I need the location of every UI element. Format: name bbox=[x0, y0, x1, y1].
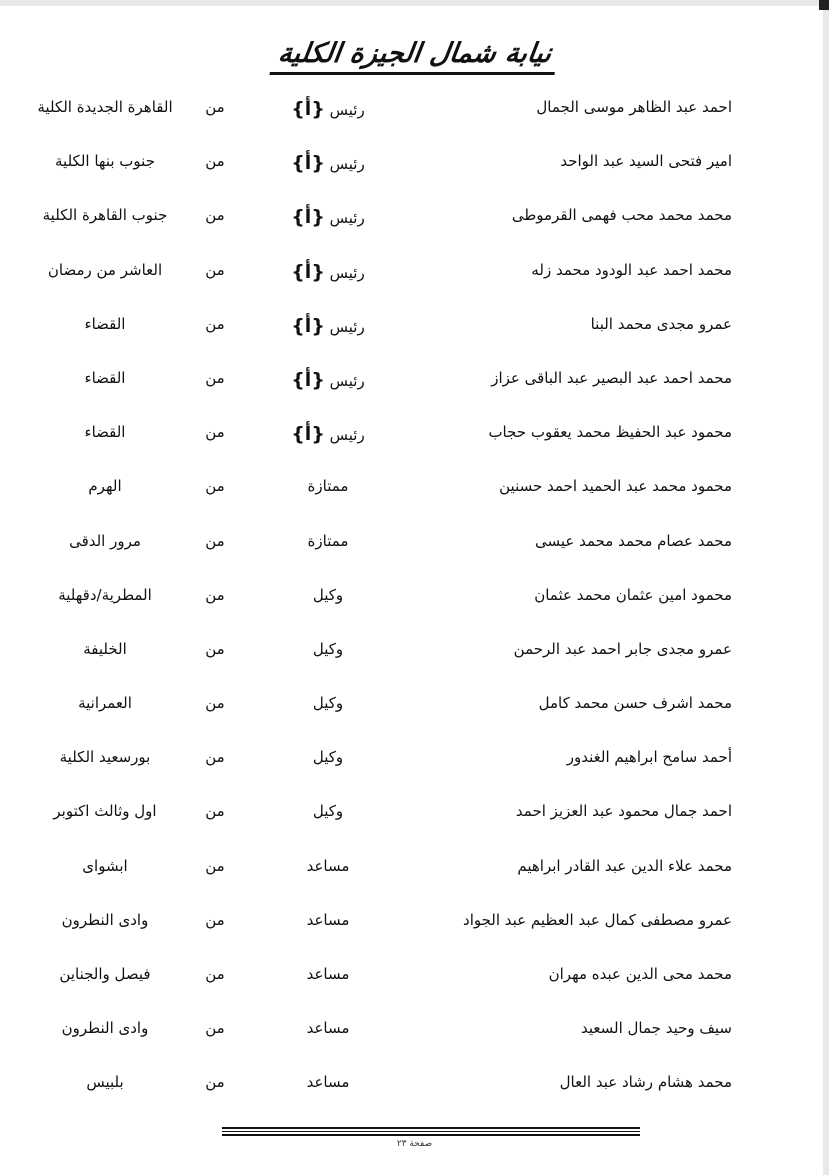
list-item bbox=[0, 355, 829, 409]
list-item bbox=[0, 788, 829, 842]
list-item bbox=[0, 572, 829, 626]
member-rank bbox=[278, 315, 378, 337]
rank-label: ممتازة bbox=[307, 531, 349, 550]
list-item bbox=[0, 463, 829, 517]
list-item bbox=[0, 680, 829, 734]
member-rank bbox=[278, 1019, 378, 1037]
member-rank bbox=[278, 261, 378, 283]
from-label: من bbox=[205, 368, 225, 387]
origin-place: القضاء bbox=[84, 368, 126, 387]
rank-label: مساعد bbox=[306, 856, 350, 875]
member-name: محمود محمد عبد الحميد احمد حسنين bbox=[499, 477, 732, 496]
from-label: من bbox=[205, 856, 225, 875]
assignments-list bbox=[0, 84, 829, 1114]
rank-label: رئيس bbox=[329, 426, 365, 445]
origin-place: جنوب القاهرة الكلية bbox=[42, 206, 168, 225]
member-name: محمد اشرف حسن محمد كامل bbox=[538, 694, 732, 713]
origin-place: الهرم bbox=[88, 477, 122, 496]
from-label: من bbox=[205, 206, 225, 225]
from-label: من bbox=[205, 639, 225, 658]
member-name: محمد محى الدين عبده مهران bbox=[548, 965, 732, 983]
origin-place: وادى النطرون bbox=[61, 1019, 149, 1038]
origin-place: جنوب بنها الكلية bbox=[55, 152, 155, 171]
origin-place: القاهرة الجديدة الكلية bbox=[37, 98, 173, 116]
member-name: عمرو مصطفى كمال عبد العظيم عبد الجواد bbox=[463, 910, 732, 929]
from-label: من bbox=[205, 585, 225, 604]
from-label: من bbox=[205, 1073, 225, 1092]
from-label: من bbox=[205, 694, 225, 713]
member-rank bbox=[278, 532, 378, 550]
from-label: من bbox=[205, 314, 225, 333]
rank-label: رئيس bbox=[329, 209, 365, 228]
member-name: أحمد سامح ابراهيم الغندور bbox=[566, 748, 732, 767]
from-label: من bbox=[205, 1019, 225, 1038]
rank-label: رئيس bbox=[329, 155, 365, 174]
origin-place: ابشواى bbox=[82, 856, 128, 875]
list-item bbox=[0, 951, 829, 1005]
footer-rule bbox=[222, 1127, 640, 1136]
member-name: محمد عصام محمد محمد عيسى bbox=[534, 531, 732, 550]
from-label: من bbox=[205, 477, 225, 496]
origin-place: العمرانية bbox=[78, 694, 132, 713]
rank-label: رئيس bbox=[329, 371, 365, 390]
member-rank bbox=[278, 965, 378, 983]
rank-label: وكيل bbox=[312, 802, 344, 821]
member-name: سيف وحيد جمال السعيد bbox=[580, 1019, 732, 1038]
list-item bbox=[0, 734, 829, 788]
list-item bbox=[0, 138, 829, 192]
member-name: محمود امين عثمان محمد عثمان bbox=[534, 585, 732, 604]
list-item bbox=[0, 192, 829, 246]
list-item bbox=[0, 897, 829, 951]
from-label: من bbox=[205, 965, 225, 983]
member-rank bbox=[278, 748, 378, 766]
member-rank bbox=[278, 423, 378, 445]
member-name: محمد احمد عبد البصير عبد الباقى عزاز bbox=[491, 368, 732, 387]
member-rank bbox=[278, 586, 378, 604]
member-rank bbox=[278, 857, 378, 875]
member-name: احمد عبد الظاهر موسى الجمال bbox=[536, 98, 732, 116]
member-name: محمد محمد محب فهمى القرموطى bbox=[511, 206, 732, 225]
from-label: من bbox=[205, 802, 225, 821]
member-rank bbox=[278, 369, 378, 391]
page-title bbox=[0, 38, 829, 75]
member-rank bbox=[278, 152, 378, 174]
member-rank bbox=[278, 98, 378, 120]
member-rank bbox=[278, 477, 378, 495]
origin-place: القضاء bbox=[84, 423, 126, 442]
member-name: محمد هشام رشاد عبد العال bbox=[559, 1073, 732, 1092]
member-name: عمرو مجدى جابر احمد عبد الرحمن bbox=[513, 639, 732, 658]
list-item bbox=[0, 1005, 829, 1059]
origin-place: القضاء bbox=[84, 314, 126, 333]
rank-label: مساعد bbox=[306, 910, 350, 929]
rank-label: وكيل bbox=[312, 639, 344, 658]
list-item bbox=[0, 843, 829, 897]
origin-place: الخليفة bbox=[83, 639, 127, 658]
rank-grade: {أ} bbox=[291, 314, 325, 337]
member-name: محمود عبد الحفيظ محمد يعقوب حجاب bbox=[488, 423, 732, 442]
rank-label: مساعد bbox=[306, 1073, 350, 1092]
page-number: صفحة ٢٣ bbox=[396, 1139, 433, 1149]
list-item bbox=[0, 409, 829, 463]
origin-place: بورسعيد الكلية bbox=[59, 748, 151, 767]
from-label: من bbox=[205, 910, 225, 929]
rank-label: وكيل bbox=[312, 585, 344, 604]
list-item bbox=[0, 626, 829, 680]
origin-place: بلبيس bbox=[86, 1073, 124, 1092]
member-rank bbox=[278, 694, 378, 712]
from-label: من bbox=[205, 423, 225, 442]
list-item bbox=[0, 84, 829, 138]
origin-place: فيصل والجناين bbox=[59, 965, 151, 983]
from-label: من bbox=[205, 748, 225, 767]
rank-grade: {أ} bbox=[291, 206, 325, 229]
rank-grade: {أ} bbox=[291, 152, 325, 175]
rank-label: ممتازة bbox=[307, 477, 349, 496]
page-title-text: نيابة شمال الجيزة الكلية bbox=[270, 38, 560, 75]
rank-grade: {أ} bbox=[291, 260, 325, 283]
rank-label: وكيل bbox=[312, 694, 344, 713]
member-name: عمرو مجدى محمد البنا bbox=[590, 314, 732, 333]
rank-label: مساعد bbox=[306, 965, 350, 983]
origin-place: اول وثالث اكتوبر bbox=[53, 802, 157, 821]
member-name: احمد جمال محمود عبد العزيز احمد bbox=[515, 802, 732, 821]
from-label: من bbox=[205, 260, 225, 279]
origin-place: وادى النطرون bbox=[61, 910, 149, 929]
rank-label: رئيس bbox=[329, 317, 365, 336]
list-item bbox=[0, 1059, 829, 1113]
member-rank bbox=[278, 640, 378, 658]
member-name: امير فتحى السيد عبد الواحد bbox=[560, 152, 732, 171]
from-label: من bbox=[205, 152, 225, 171]
member-name: محمد احمد عبد الودود محمد زله bbox=[531, 260, 732, 279]
rank-label: رئيس bbox=[329, 263, 365, 282]
origin-place: المطرية/دقهلية bbox=[58, 585, 152, 604]
from-label: من bbox=[205, 531, 225, 550]
scan-edge-top bbox=[0, 0, 829, 6]
scan-corner-mark bbox=[819, 0, 829, 10]
rank-label: وكيل bbox=[312, 748, 344, 767]
rank-label: رئيس bbox=[329, 101, 365, 119]
rank-grade: {أ} bbox=[291, 423, 325, 446]
list-item bbox=[0, 247, 829, 301]
member-rank bbox=[278, 1073, 378, 1091]
list-item bbox=[0, 518, 829, 572]
member-rank bbox=[278, 802, 378, 820]
member-rank bbox=[278, 911, 378, 929]
origin-place: مرور الدقى bbox=[69, 531, 141, 550]
origin-place: العاشر من رمضان bbox=[47, 260, 163, 279]
rank-label: مساعد bbox=[306, 1019, 350, 1038]
rank-grade: {أ} bbox=[291, 368, 325, 391]
list-item bbox=[0, 301, 829, 355]
member-name: محمد علاء الدين عبد القادر ابراهيم bbox=[517, 856, 732, 875]
from-label: من bbox=[205, 98, 225, 116]
rank-grade: {أ} bbox=[291, 98, 325, 120]
member-rank bbox=[278, 206, 378, 228]
